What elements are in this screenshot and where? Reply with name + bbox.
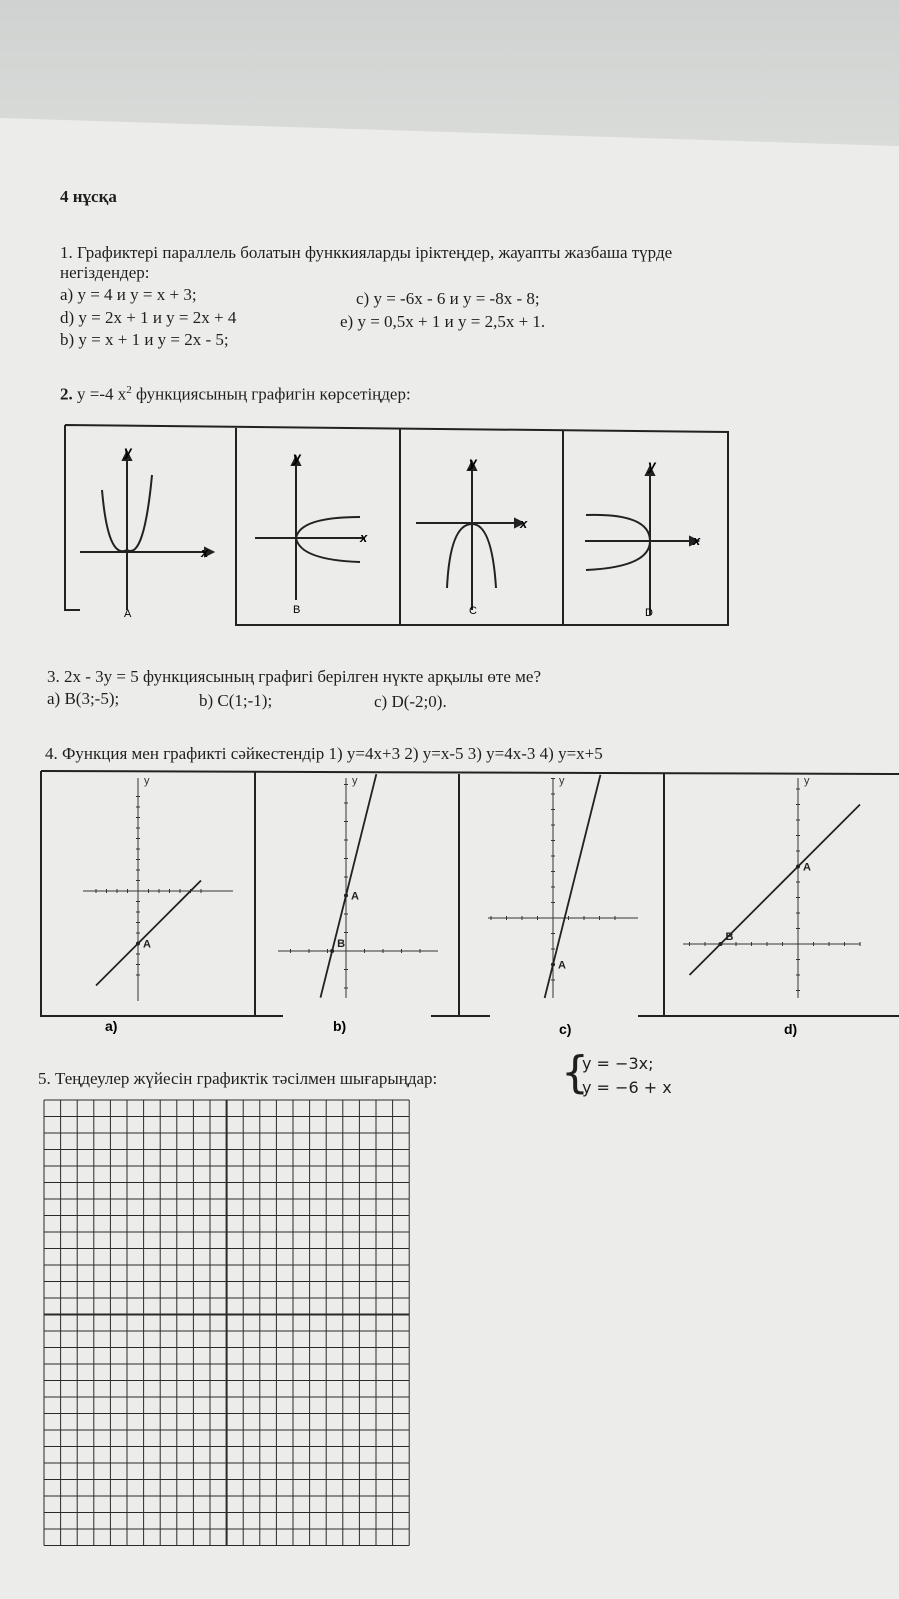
q4-point-B — [719, 942, 723, 946]
q3-option-b: b) C(1;-1); — [199, 691, 273, 710]
q2-graph-c — [416, 462, 523, 610]
q3-title: 3. 2x - 3y = 5 функциясының графигі берілген нүкте арқылы өте ме? — [47, 667, 542, 686]
q2-graph-a-y: y — [124, 443, 132, 459]
q2-instruction: функциясының графигін көрсетіңдер: — [136, 384, 411, 404]
q4-label-a: a) — [105, 1018, 118, 1034]
q2-label-d: D — [645, 607, 653, 619]
q4-point-label: B — [725, 931, 734, 943]
q3-option-c: c) D(-2;0). — [374, 692, 447, 711]
variant-title: 4 нұсқа — [60, 187, 117, 206]
q2-graph-c-x: x — [520, 516, 528, 531]
q1-option-e: e) y = 0,5x + 1 и y = 2,5x + 1. — [340, 312, 546, 331]
q2-graph-b-y: y — [293, 449, 301, 465]
q1-option-c: c) y = -6x - 6 и y = -8x - 8; — [356, 289, 540, 308]
q4-graphs — [38, 766, 899, 1037]
q2-label-c: C — [469, 605, 477, 617]
q4-divider-2 — [431, 774, 490, 1016]
q4-y-label-1: y — [352, 775, 358, 787]
q4-graph-line-3 — [690, 805, 861, 976]
q5-title: 5. Теңдеулер жүйесін графиктік тәсілмен шығарыңдар: — [38, 1069, 438, 1088]
q4-graph-line-0 — [96, 881, 201, 986]
q4-title: 4. Функция мен графикті сәйкестендір 1) y=4x+3 2) y=x-5 3) y=4x-3 4) y=x+5 — [45, 744, 603, 763]
q4-point-A — [136, 942, 140, 946]
q2-label-a: A — [124, 608, 132, 620]
q5-graph-paper — [44, 1100, 424, 1550]
q2-graph-d — [585, 467, 698, 615]
q4-point-A — [344, 894, 348, 898]
q4-label-b: b) — [333, 1018, 347, 1034]
q2-graph-b-x: x — [360, 530, 368, 545]
q2-exponent: 2 — [126, 384, 132, 396]
q5-equation-1: y = −3x; — [582, 1054, 654, 1073]
q4-graph-line-1 — [320, 774, 376, 997]
q2-graph-a — [80, 452, 213, 610]
q1-option-b: b) y = x + 1 и y = 2x - 5; — [60, 330, 229, 349]
q4-frame-top — [41, 771, 899, 774]
q3-option-a: a) B(3;-5); — [47, 689, 120, 708]
q1-option-d: d) y = 2x + 1 и y = 2x + 4 — [60, 308, 237, 327]
q4-point-label: A — [143, 938, 151, 951]
q2-graph-b — [255, 457, 365, 600]
q4-point-B — [330, 949, 334, 953]
q4-point-label: B — [337, 938, 346, 950]
q4-point-A — [796, 865, 800, 869]
q2-function: y =-4 x — [77, 384, 127, 404]
q2-graphs — [60, 420, 732, 630]
q2-title — [60, 380, 411, 405]
q4-y-label-0: y — [144, 775, 150, 787]
q2-graph-d-x: x — [693, 533, 701, 548]
q4-point-label: A — [803, 861, 811, 874]
q2-label-b: B — [293, 604, 301, 616]
q4-point-label: A — [351, 890, 359, 903]
q2-graph-a-x: x — [201, 545, 209, 560]
q2-frame — [65, 425, 728, 625]
q2-graph-d-y: y — [648, 457, 656, 473]
q4-y-label-2: y — [559, 775, 565, 787]
q2-graph-c-y: y — [469, 454, 477, 470]
q2-number: 2. — [60, 384, 73, 404]
q5-equation-2: y = −6 + x — [582, 1078, 672, 1097]
q1-option-a: a) y = 4 и y = x + 3; — [60, 285, 197, 304]
q4-point-label: A — [558, 959, 566, 972]
q4-point-A — [551, 963, 555, 967]
q1-title-cont: негіздендер: — [60, 263, 150, 282]
q4-y-label-3: y — [804, 775, 810, 787]
q5-system-brace: { — [561, 1047, 589, 1098]
q4-label-d: d) — [784, 1021, 798, 1037]
q4-frame-left — [41, 771, 283, 1016]
q4-label-c: c) — [559, 1021, 572, 1037]
q1-title: 1. Графиктері параллель болатын функкияларды іріктеңдер, жауапты жазбаша түрде — [60, 243, 673, 262]
